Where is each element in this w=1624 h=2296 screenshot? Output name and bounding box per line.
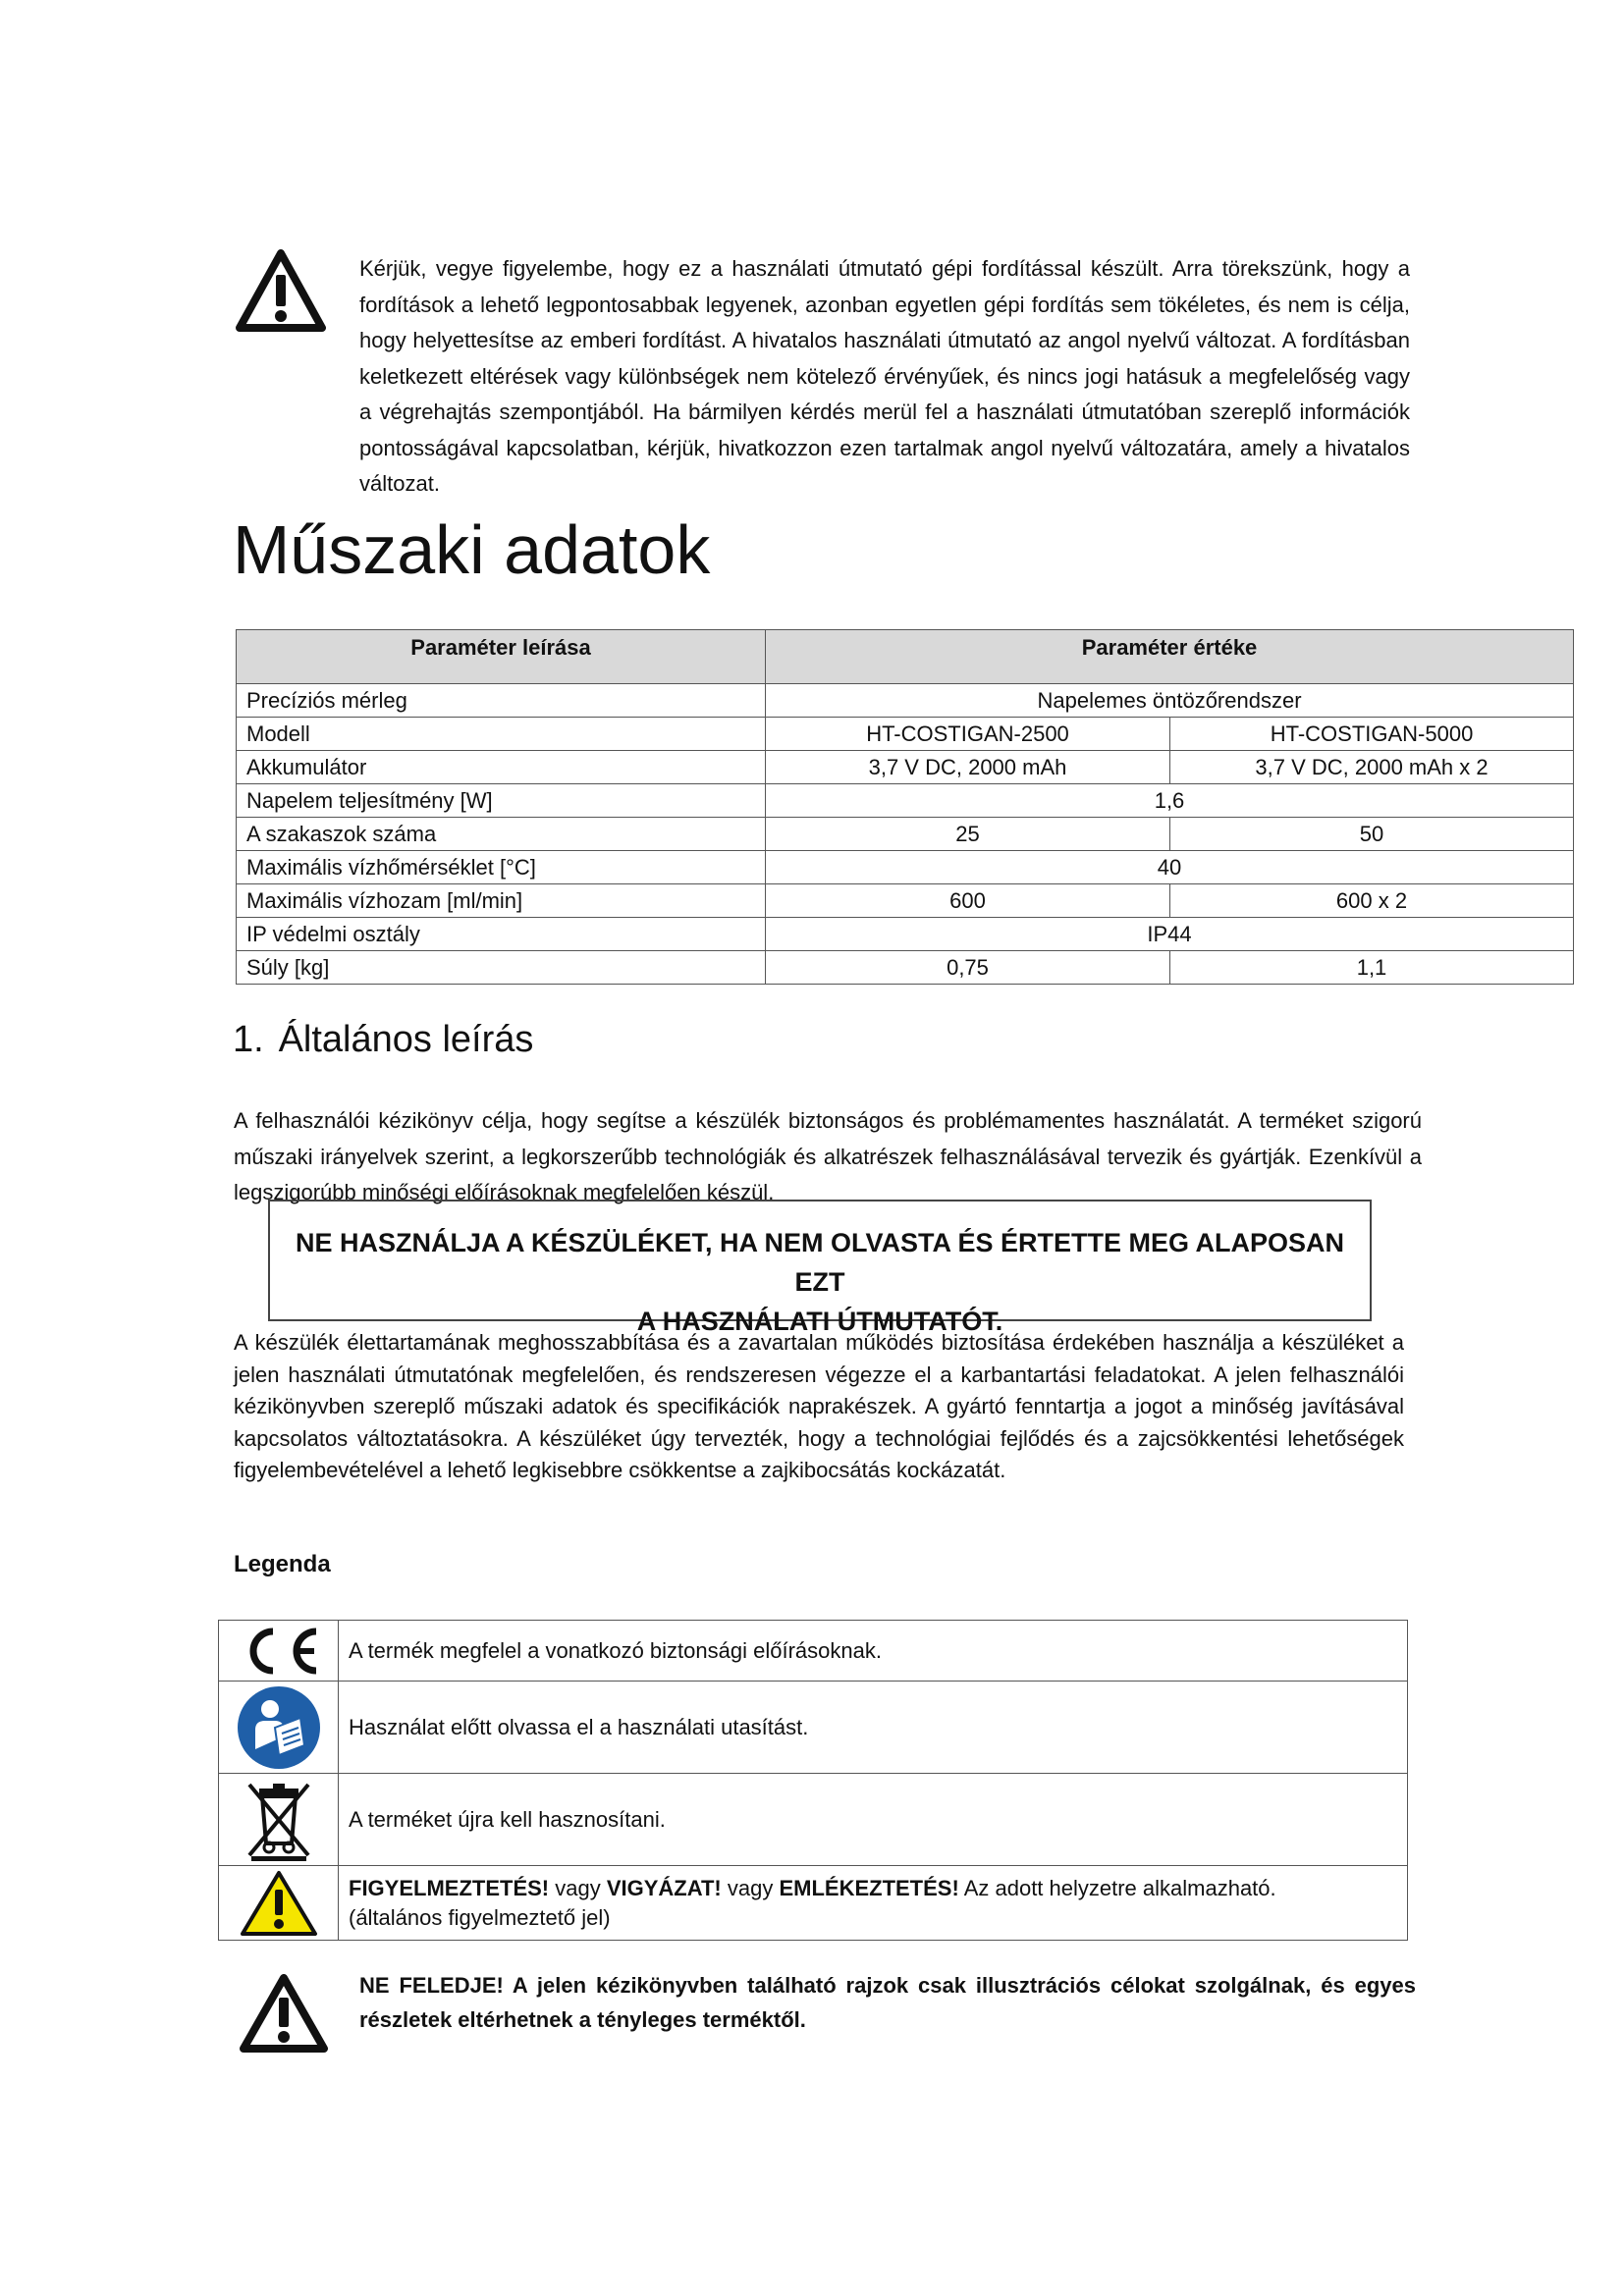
param-label: Precíziós mérleg [237,684,766,718]
intro-paragraph: A felhasználói kézikönyv célja, hogy segítse a készülék biztonságos és problémamentes használatát. A terméket szigorú műszaki irányelvek szerint, a legkorszerűbb technológiák és alkatrészek felhasználásával tervezik és gyártják. Ezenkívül a legszigorúbb minőségi előírásoknak megfelelően készül. [234,1108,1422,1204]
param-value: 3,7 V DC, 2000 mAh x 2 [1170,751,1574,784]
param-label: Maximális vízhőmérséklet [°C] [237,851,766,884]
table-row [237,884,1574,918]
ce-mark-icon [230,1624,328,1679]
translation-notice: Kérjük, vegye figyelembe, hogy ez a használati útmutató gépi fordítással készült. Arra törekszünk, hogy a fordítások a lehető legpontosabbak legyenek, azonban egyetlen gépi fordítás sem tökéletes, és nem is célja, hogy helyettesítse az emberi fordítást. A hivatalos használati útmutató az angol nyelvű változat. A fordításban keletkezett eltérések vagy különbségek nem kötelező érvényűek, és nincs jogi hatásuk a megfelelőség vagy a végrehajtás szempontjából. Ha bármilyen kérdés merül fel a használati útmutatóban szereplő információk pontosságával kapcsolatban, kérjük, hivatkozzon ezen tartalmak angol nyelvű változatára, amely a hivatalos változat. [359,256,1410,496]
param-value: IP44 [766,918,1574,951]
body-paragraph: A készülék élettartamának meghosszabbítása és a zavartalan működés biztosítása érdekében használja a készüléket a jelen használati útmutatónak megfelelően, és rendszeresen végezze el a karbantartási feladatokat. A jelen felhasználói kézikönyvben szereplő műszaki adatok és specifikációk naprakészek. A gyártó fenntartja a jogot a minőség javításával kapcsolatos változtatásokra. A készüléket úgy tervezték, hogy a technológiai fejlődés és a zajcsökkentési lehetőségek figyelembevételével a lehető legkisebbre csökkentse a zajkibocsátás kockázatát. [234,1330,1404,1482]
param-value: 600 x 2 [1170,884,1574,918]
param-value: 1,1 [1170,951,1574,985]
param-label: A szakaszok száma [237,818,766,851]
param-value: 600 [766,884,1170,918]
warning-triangle-icon [240,1870,318,1937]
param-value: 1,6 [766,784,1574,818]
table-row [237,851,1574,884]
param-label: Modell [237,718,766,751]
table-row [237,684,1574,718]
param-value: 0,75 [766,951,1170,985]
param-value: 25 [766,818,1170,851]
param-value: HT-COSTIGAN-2500 [766,718,1170,751]
legend-title: Legenda [234,1551,331,1577]
param-label: Maximális vízhozam [ml/min] [237,884,766,918]
note-text: NE FELEDJE! A jelen kézikönyvben található rajzok csak illusztrációs célokat szolgálnak, és egyes részletek eltérhetnek a tényleges terméktől. [359,1973,1416,2032]
table-row [237,751,1574,784]
section-number: 1. [233,1019,264,1060]
table-row [237,718,1574,751]
warning-box [268,1200,1372,1336]
legend-warning-text: FIGYELMEZTETÉS! vagy VIGYÁZAT! vagy EMLÉKEZTETÉS! Az adott helyzetre alkalmazható. (általános figyelmeztető jel) [339,1866,1408,1941]
param-value: 3,7 V DC, 2000 mAh [766,751,1170,784]
param-value: HT-COSTIGAN-5000 [1170,718,1574,751]
section-title: Általános leírás [278,1019,534,1060]
spec-table [236,629,1574,985]
warning-box-line: A HASZNÁLATI ÚTMUTATÓT. [636,1307,1003,1336]
param-value: 50 [1170,818,1574,851]
legend-text: A terméket újra kell hasznosítani. [339,1774,1408,1866]
param-value: Napelemes öntözőrendszer [766,684,1574,718]
legend-row [219,1774,1408,1866]
table-row [237,784,1574,818]
read-manual-icon [236,1684,322,1771]
legend-text: A termék megfelel a vonatkozó biztonsági előírásoknak. [339,1621,1408,1682]
header-param-value: Paraméter értéke [766,630,1574,684]
param-label: Napelem teljesítmény [W] [237,784,766,818]
param-label: Akkumulátor [237,751,766,784]
param-label: Súly [kg] [237,951,766,985]
warning-triangle-icon [236,249,326,332]
legend-row [219,1621,1408,1682]
page-title: Műszaki adatok [233,511,711,588]
table-row [237,918,1574,951]
spec-table-header [237,630,1574,684]
warning-box-line: NE HASZNÁLJA A KÉSZÜLÉKET, HA NEM OLVASTA ÉS ÉRTETTE MEG ALAPOSAN EZT [295,1228,1345,1297]
legend-table [218,1620,1408,1941]
section-heading [233,1017,533,1062]
param-value: 40 [766,851,1574,884]
warning-triangle-icon [240,1974,328,2053]
param-label: IP védelmi osztály [237,918,766,951]
crossed-bin-icon [240,1779,318,1861]
header-param-description: Paraméter leírása [237,630,766,684]
legend-text: Használat előtt olvassa el a használati utasítást. [339,1682,1408,1774]
legend-row [219,1866,1408,1941]
legend-row [219,1682,1408,1774]
table-row [237,951,1574,985]
table-row [237,818,1574,851]
